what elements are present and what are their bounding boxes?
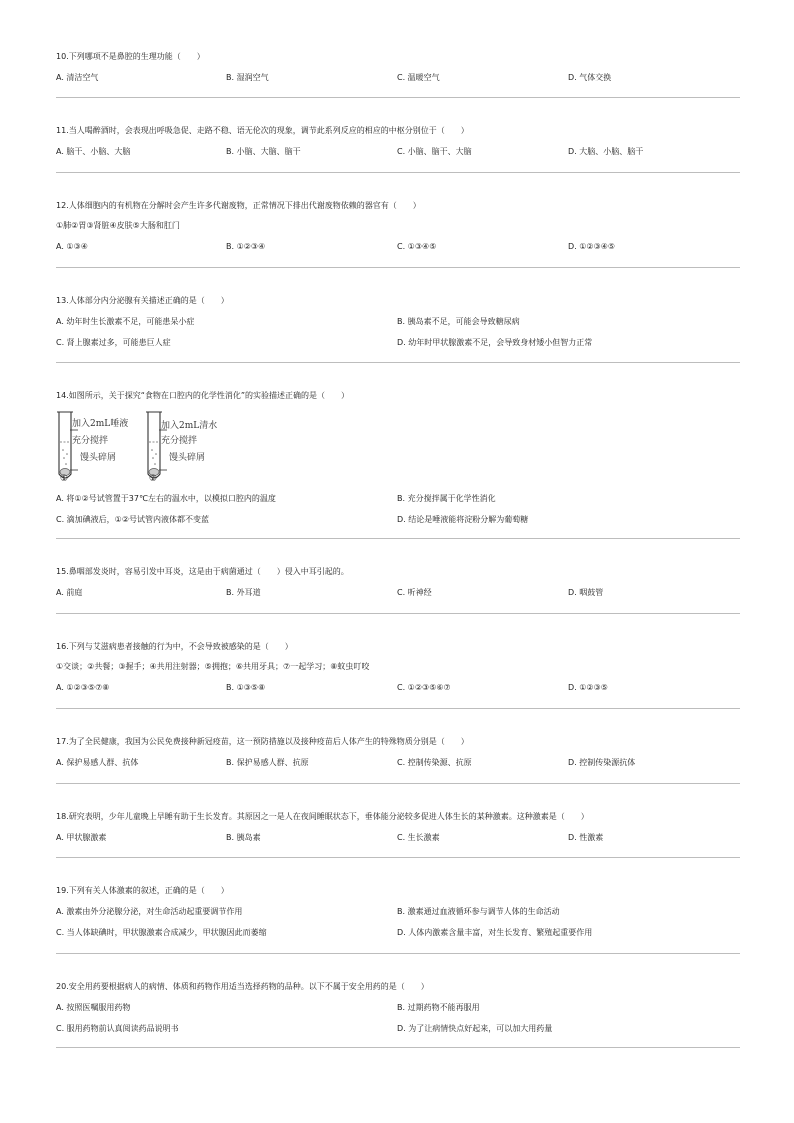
- option-d[interactable]: D. 结论是唾液能将淀粉分解为葡萄糖: [397, 515, 529, 524]
- option-a[interactable]: A. 甲状腺激素: [56, 833, 107, 842]
- option-d[interactable]: D. 幼年时甲状腺激素不足，会导致身材矮小但智力正常: [397, 338, 593, 347]
- option-c[interactable]: C. 温暖空气: [397, 73, 440, 82]
- question-stem: 20.安全用药要根据病人的病情、体质和药物作用适当选择药物的品种。以下不属于安全用药的是（ ）: [56, 982, 429, 991]
- tube-1-label-crumbs: 馒头碎屑: [80, 453, 117, 463]
- option-a[interactable]: A. 前庭: [56, 588, 83, 597]
- option-c[interactable]: C. 生长激素: [397, 833, 440, 842]
- divider: [56, 97, 740, 98]
- option-d[interactable]: D. 控制传染源抗体: [568, 758, 636, 767]
- option-b[interactable]: B. 外耳道: [226, 588, 261, 597]
- options-row: [56, 72, 740, 84]
- option-a[interactable]: A. ①②③⑤⑦⑧: [56, 683, 110, 692]
- option-c[interactable]: C. ①②③⑤⑥⑦: [397, 683, 451, 692]
- divider: [56, 613, 740, 614]
- test-tube-2: [148, 412, 160, 478]
- question-12: [56, 200, 740, 253]
- option-d[interactable]: D. ①②③⑤: [568, 683, 608, 692]
- test-tube-1: [59, 412, 71, 478]
- option-b[interactable]: B. 胰岛素不足，可能会导致糖尿病: [397, 317, 520, 326]
- options-row: [56, 587, 740, 599]
- question-stem: 14.如图所示，关于探究“食物在口腔内的化学性消化”的实验描述正确的是（ ）: [56, 391, 350, 400]
- question-stem: 12.人体细胞内的有机物在分解时会产生许多代谢废物，正常情况下排出代谢废物依赖的器官有（ ）: [56, 201, 421, 210]
- question-11: [56, 125, 740, 158]
- question-stem: 19.下列有关人体激素的叙述，正确的是（ ）: [56, 886, 229, 895]
- option-c[interactable]: C. 当人体缺碘时，甲状腺激素合成减少，甲状腺因此而萎缩: [56, 928, 267, 937]
- option-c[interactable]: C. 听神经: [397, 588, 432, 597]
- options-grid: [56, 906, 740, 939]
- question-sub-items: ①肺②胃③肾脏④皮肤⑤大肠和肛门: [56, 221, 180, 230]
- options-grid: [56, 316, 740, 349]
- options-grid: [56, 1002, 740, 1035]
- options-row: [56, 682, 740, 694]
- option-a[interactable]: A. 保护易感人群、抗体: [56, 758, 139, 767]
- options-row: [56, 146, 740, 158]
- option-c[interactable]: C. 服用药物前认真阅读药品说明书: [56, 1024, 179, 1033]
- tube-2-label-water: 加入2mL清水: [161, 421, 218, 431]
- question-stem: 15.鼻咽部发炎时，容易引发中耳炎，这是由于病菌通过（ ）侵入中耳引起的。: [56, 567, 349, 576]
- option-d[interactable]: D. 性激素: [568, 833, 604, 842]
- question-20: [56, 981, 740, 1035]
- options-row: [56, 757, 740, 769]
- option-b[interactable]: B. 小脑、大脑、脑干: [226, 147, 301, 156]
- question-19: [56, 885, 740, 939]
- option-c[interactable]: C. 控制传染源、抗原: [397, 758, 472, 767]
- divider: [56, 857, 740, 858]
- option-d[interactable]: D. 气体交换: [568, 73, 612, 82]
- divider: [56, 1047, 740, 1048]
- question-sub-items: ①交谈；②共餐；③握手；④共用注射器；⑤拥抱；⑥共用牙具；⑦一起学习；⑧蚊虫叮咬: [56, 662, 370, 671]
- divider: [56, 538, 740, 539]
- question-15: [56, 566, 740, 599]
- option-a[interactable]: A. 将①②号试管置于37℃左右的温水中，以模拟口腔内的温度: [56, 494, 276, 503]
- option-b[interactable]: B. 激素通过血液循环参与调节人体的生命活动: [397, 907, 560, 916]
- tube-2-label-crumbs: 馒头碎屑: [169, 453, 206, 463]
- options-row: [56, 241, 740, 253]
- option-c[interactable]: C. ①③④⑤: [397, 242, 437, 251]
- question-13: [56, 295, 740, 349]
- option-b[interactable]: B. ①②③④: [226, 242, 266, 251]
- question-stem: 16.下列与艾滋病患者接触的行为中，不会导致被感染的是（ ）: [56, 642, 293, 651]
- test-tube-figure: [56, 408, 740, 486]
- option-d[interactable]: D. 为了让病情快点好起来，可以加大用药量: [397, 1024, 553, 1033]
- question-stem: 11.当人喝醉酒时，会表现出呼吸急促、走路不稳、语无伦次的现象，调节此系列反应的相应的中枢分别位于（ ）: [56, 126, 469, 135]
- question-stem: 13.人体部分内分泌腺有关描述正确的是（ ）: [56, 296, 229, 305]
- option-b[interactable]: B. 充分搅拌属于化学性消化: [397, 494, 496, 503]
- question-18: [56, 811, 740, 844]
- tube-2-number: ②: [149, 474, 158, 484]
- tube-1-number: ①: [60, 474, 69, 484]
- divider: [56, 172, 740, 173]
- option-a[interactable]: A. 清洁空气: [56, 73, 99, 82]
- option-b[interactable]: B. 过期药物不能再服用: [397, 1003, 480, 1012]
- option-d[interactable]: D. ①②③④⑤: [568, 242, 616, 251]
- question-stem: 18.研究表明，少年儿童晚上早睡有助于生长发育。其原因之一是人在夜间睡眠状态下，垂体能分泌较多促进人体生长的某种激素。这种激素是（ ）: [56, 812, 589, 821]
- options-row: [56, 832, 740, 844]
- question-stem: 17.为了全民健康，我国为公民免费接种新冠疫苗，这一预防措施以及接种疫苗后人体产生的特殊物质分别是（ ）: [56, 737, 469, 746]
- divider: [56, 267, 740, 268]
- tube-1-label-saliva: 加入2mL唾液: [72, 419, 129, 429]
- option-b[interactable]: B. ①③⑤⑧: [226, 683, 266, 692]
- option-d[interactable]: D. 咽鼓管: [568, 588, 604, 597]
- option-a[interactable]: A. 脑干、小脑、大脑: [56, 147, 131, 156]
- option-b[interactable]: B. 保护易感人群、抗原: [226, 758, 309, 767]
- divider: [56, 783, 740, 784]
- question-14: [56, 390, 740, 526]
- option-c[interactable]: C. 肾上腺素过多，可能患巨人症: [56, 338, 171, 347]
- tube-1-label-stir: 充分搅拌: [72, 436, 109, 446]
- option-b[interactable]: B. 湿润空气: [226, 73, 269, 82]
- divider: [56, 362, 740, 363]
- option-d[interactable]: D. 大脑、小脑、脑干: [568, 147, 644, 156]
- option-d[interactable]: D. 人体内激素含量丰富，对生长发育、繁殖起重要作用: [397, 928, 593, 937]
- option-b[interactable]: B. 胰岛素: [226, 833, 261, 842]
- option-c[interactable]: C. 滴加碘液后，①②号试管内液体都不变蓝: [56, 515, 210, 524]
- divider: [56, 708, 740, 709]
- divider: [56, 953, 740, 954]
- question-stem: 10.下列哪项不是鼻腔的生理功能（ ）: [56, 52, 205, 61]
- question-10: [56, 51, 740, 84]
- option-a[interactable]: A. 按照医嘱服用药物: [56, 1003, 131, 1012]
- option-a[interactable]: A. 激素由外分泌腺分泌，对生命活动起重要调节作用: [56, 907, 243, 916]
- option-a[interactable]: A. ①③④: [56, 242, 88, 251]
- option-c[interactable]: C. 小脑、脑干、大脑: [397, 147, 472, 156]
- question-16: [56, 641, 740, 694]
- question-17: [56, 736, 740, 769]
- tube-2-label-stir: 充分搅拌: [161, 436, 198, 446]
- options-grid: [56, 493, 740, 526]
- option-a[interactable]: A. 幼年时生长激素不足，可能患呆小症: [56, 317, 195, 326]
